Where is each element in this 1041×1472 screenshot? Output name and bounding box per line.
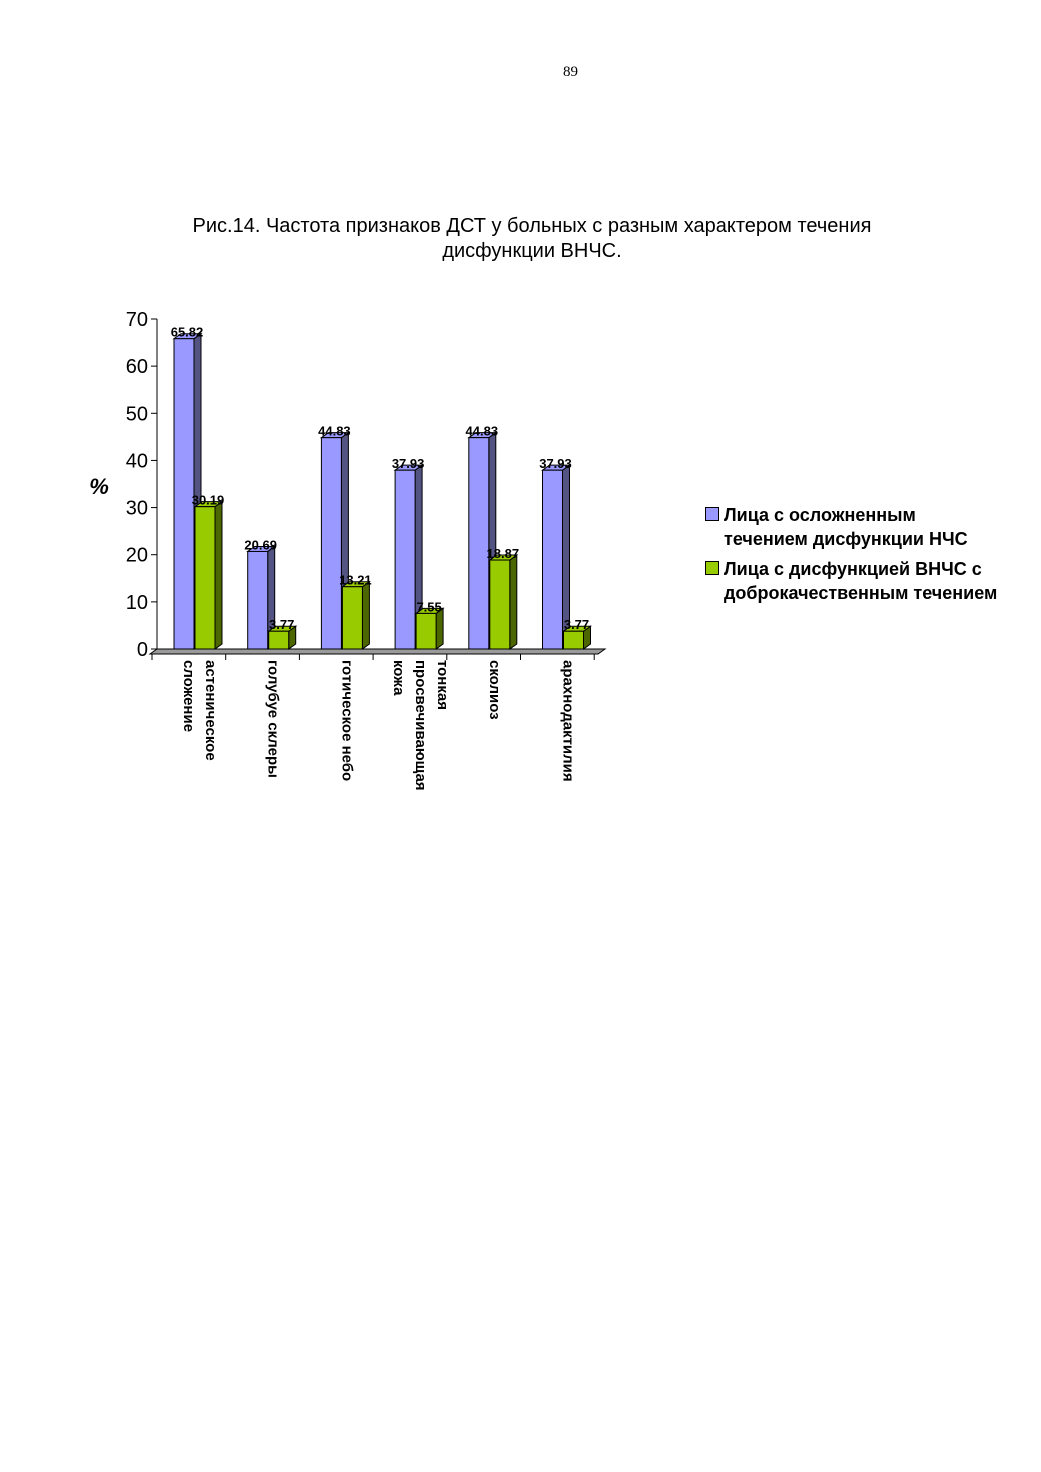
bar <box>395 470 415 649</box>
x-tick-label-line: арахнодактилия <box>559 660 577 782</box>
x-tick-label-line: тонкая <box>434 660 452 710</box>
bar-group <box>342 582 369 649</box>
data-label: 18.87 <box>486 546 520 562</box>
bar <box>195 507 215 649</box>
data-label: 20.69 <box>244 537 277 553</box>
x-tick-label <box>265 660 282 778</box>
bar <box>248 551 268 649</box>
bar-group <box>195 502 222 649</box>
y-tick-label: 30 <box>125 497 148 520</box>
x-tick-label-line: готическое небо <box>338 660 356 782</box>
y-tick-label: 40 <box>125 450 148 473</box>
x-tick-label-line: просвечивающая <box>412 660 430 791</box>
bar-side <box>215 502 222 649</box>
x-tick-label <box>560 660 577 782</box>
y-tick-label: 70 <box>125 309 148 331</box>
bar-group <box>490 555 517 649</box>
legend-label-line: Лица с осложненным <box>724 505 916 525</box>
data-label: 44.83 <box>465 423 499 439</box>
bar <box>490 560 510 649</box>
data-label: 13.21 <box>339 572 372 588</box>
caption-line-2: дисфункции ВНЧС. <box>442 240 622 262</box>
chart-floor <box>150 649 605 654</box>
y-axis-label: % <box>89 474 109 499</box>
bar <box>469 438 489 649</box>
legend-label-line: течением дисфункции НЧС <box>724 529 968 549</box>
x-tick-label <box>338 660 355 781</box>
data-label: 30.19 <box>191 492 225 508</box>
data-label: 37.93 <box>391 456 425 472</box>
bar <box>342 587 362 649</box>
legend-item-benign <box>705 557 1041 605</box>
data-label: 7.55 <box>416 599 442 615</box>
bar <box>543 470 563 649</box>
bar <box>416 613 436 649</box>
bar-side <box>362 582 369 649</box>
data-label: 65.82 <box>170 324 204 340</box>
x-tick-label-line: сколиоз <box>485 660 503 720</box>
chart-legend <box>705 503 1041 611</box>
bar-side <box>510 555 517 649</box>
x-tick-label-line: астеническое <box>202 660 219 761</box>
bar <box>564 631 584 649</box>
page-number: 89 <box>563 64 578 80</box>
bar-group <box>416 608 443 649</box>
legend-label-line: Лица с дисфункцией ВНЧС с <box>724 559 982 579</box>
data-label: 37.93 <box>539 456 572 472</box>
x-tick-label <box>390 660 451 791</box>
bar <box>321 438 341 649</box>
legend-swatch-green-icon <box>705 561 719 575</box>
x-tick-label-line: голубуе склеры <box>264 660 282 778</box>
data-label: 3.77 <box>563 617 590 633</box>
legend-label-line: доброкачественным течением <box>724 583 998 603</box>
x-tick-label-line: сложение <box>180 660 197 733</box>
legend-swatch-blue-icon <box>705 507 719 521</box>
data-label: 44.83 <box>318 423 351 439</box>
legend-item-complicated <box>705 503 1041 551</box>
bar <box>269 631 289 649</box>
y-tick-label: 10 <box>125 591 148 614</box>
y-tick-label: 0 <box>136 639 148 661</box>
x-tick-label <box>180 660 219 761</box>
y-tick-label: 50 <box>125 403 148 426</box>
caption-line-1: Рис.14. Частота признаков ДСТ у больных с разным характером течения <box>192 215 872 237</box>
data-label: 3.77 <box>269 617 295 633</box>
y-tick-label: 20 <box>125 544 148 567</box>
bar-side <box>436 608 443 649</box>
x-tick-label <box>486 660 503 720</box>
y-tick-label: 60 <box>125 356 148 379</box>
x-tick-label-line: кожа <box>390 660 408 696</box>
